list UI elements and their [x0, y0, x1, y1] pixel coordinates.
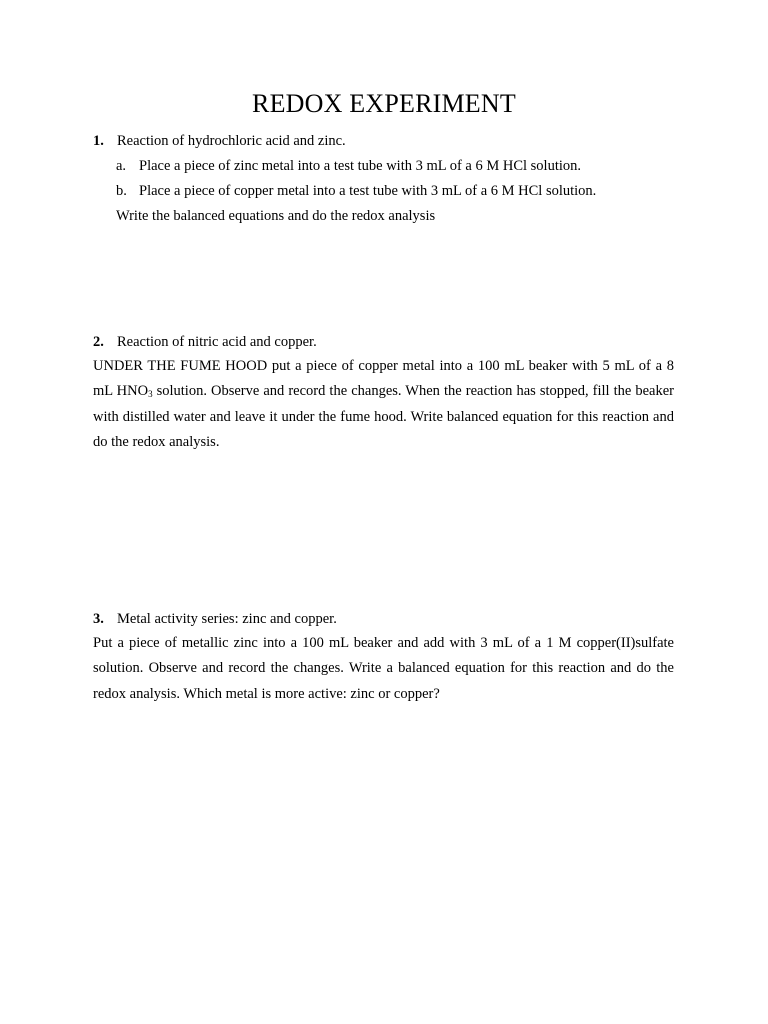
section-3-heading-text: Metal activity series: zinc and copper.: [117, 611, 337, 627]
section-2-heading: [93, 333, 317, 351]
section-2-number: 2.: [93, 334, 104, 350]
section-2-heading-text: Reaction of nitric acid and copper.: [117, 334, 317, 350]
section-3-heading: [93, 610, 337, 628]
page-title: REDOX EXPERIMENT: [252, 89, 516, 118]
section-1-heading: [93, 132, 346, 150]
section-1-item-b-label: b.: [116, 183, 127, 199]
section-1-item-a-label: a.: [116, 158, 127, 174]
section-2-body: [93, 354, 674, 455]
section-1-number: 1.: [93, 133, 104, 149]
section-1-item-b-text: Place a piece of copper metal into a test tube with 3 mL of a 6 M HCl solution.: [139, 183, 597, 199]
section-3-body: Put a piece of metallic zinc into a 100 mL beaker and add with 3 mL of a 1 M copper(II)sulfate solution. Observe and record the changes. Write a balanced equation for this reaction and do the redox analysis. Which metal is more active: zinc or copper?: [93, 635, 674, 702]
section-3-number: 3.: [93, 611, 104, 627]
section-1-instruction: Write the balanced equations and do the redox analysis: [116, 208, 436, 224]
section-1-item-a-text: Place a piece of zinc metal into a test tube with 3 mL of a 6 M HCl solution.: [139, 158, 582, 174]
section-2-body-part-2: solution. Observe and record the changes. When the reaction has stopped, fill the beaker with distilled water and leave it under the fume hood. Write balanced equation for this reaction and do the redox analysis.: [93, 383, 674, 450]
section-1-item-a: [116, 157, 581, 175]
section-2-formula-subscript: 3: [148, 389, 153, 400]
section-2-body-part-1: UNDER THE FUME HOOD put a piece of copper metal into a 100 mL beaker with 5 mL of a 8 mL HNO: [93, 358, 674, 400]
section-1-item-b: [116, 182, 596, 200]
section-1-heading-text: Reaction of hydrochloric acid and zinc.: [117, 133, 346, 149]
